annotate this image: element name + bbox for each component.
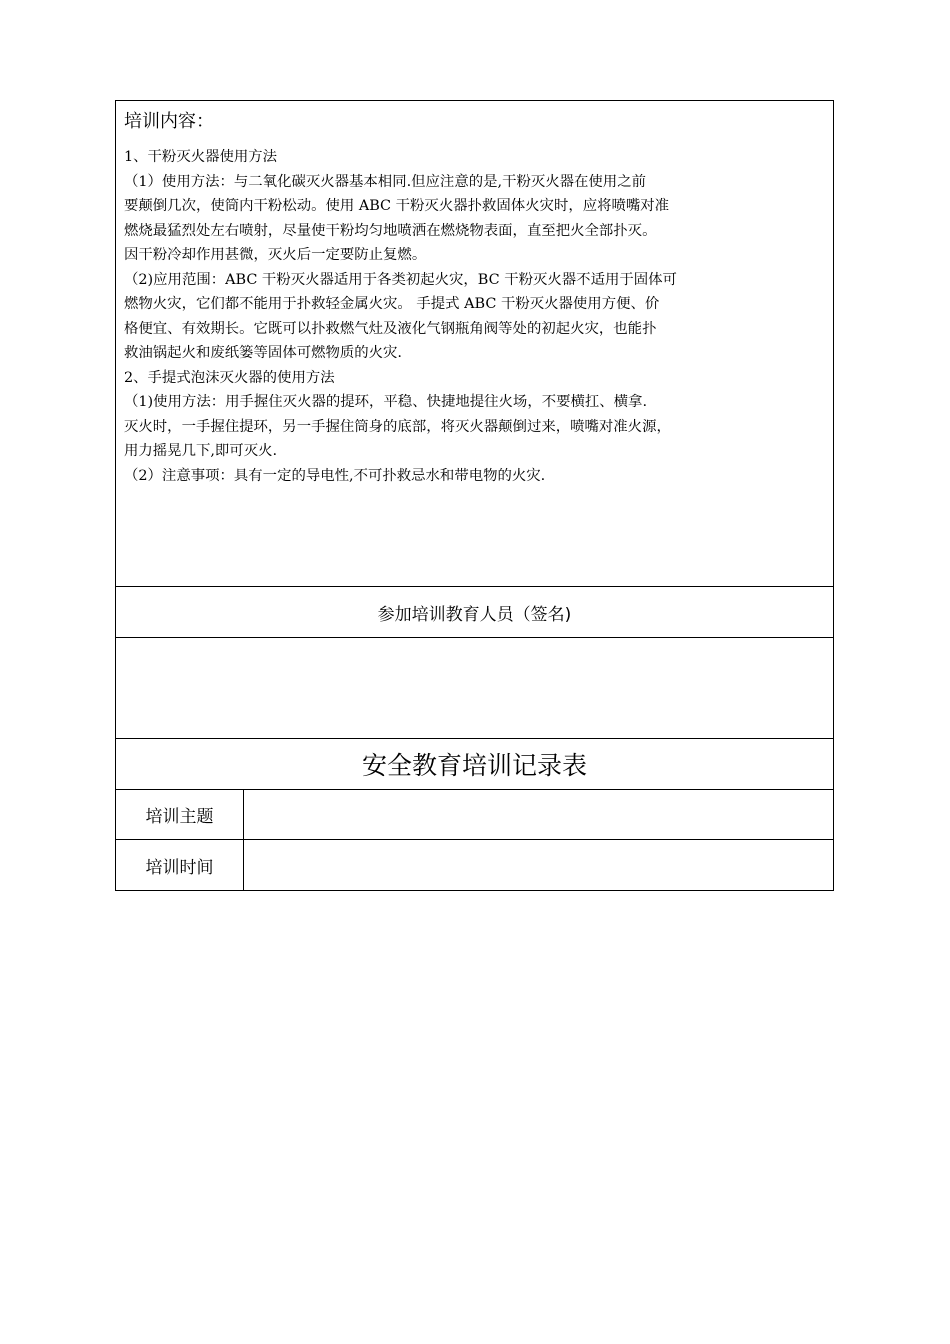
training-topic-field[interactable]: [244, 790, 833, 839]
content-line: （1)使用方法：用手握住灭火器的提环，平稳、快捷地提往火场，不要横扛、横拿.: [124, 394, 648, 410]
training-content-body: [124, 145, 825, 488]
content-line: （2)应用范围：ABC 干粉灭火器适用于各类初起火灾，BC 干粉灭火器不适用于固体可: [124, 271, 677, 288]
content-line: 用力摇晃几下,即可灭火.: [124, 443, 278, 459]
content-line: 灭火时，一手握住提环，另一手握住筒身的底部，将灭火器颠倒过来，喷嘴对准火源，: [124, 418, 671, 435]
training-record-table: [115, 100, 834, 891]
content-line: （2）注意事项：具有一定的导电性,不可扑救忌水和带电物的火灾.: [124, 467, 546, 484]
participants-header: 参加培训教育人员（签名): [116, 587, 833, 638]
training-time-row: [116, 840, 833, 890]
participants-signature-area[interactable]: [116, 638, 833, 739]
training-topic-label: 培训主题: [116, 790, 244, 839]
form-title: 安全教育培训记录表: [116, 739, 833, 790]
content-line: 燃烧最猛烈处左右喷射，尽量使干粉均匀地喷洒在燃烧物表面，直至把火全部扑灭。: [124, 222, 657, 239]
content-line: 救油锅起火和废纸篓等固体可燃物质的火灾.: [124, 345, 402, 361]
training-time-label: 培训时间: [116, 840, 244, 890]
content-line: 2、手提式泡沫灭火器的使用方法: [124, 369, 335, 386]
training-content-cell: [116, 101, 833, 587]
content-line: （1）使用方法：与二氧化碳灭火器基本相同.但应注意的是,干粉灭火器在使用之前: [124, 173, 646, 190]
content-line: 燃物火灾，它们都不能用于扑救轻金属火灾。 手提式 ABC 干粉灭火器使用方便、价: [124, 296, 660, 312]
content-line: 因干粉冷却作用甚微，灭火后一定要防止复燃。: [124, 247, 427, 263]
training-time-field[interactable]: [244, 840, 833, 890]
training-content-heading: 培训内容：: [124, 111, 214, 132]
training-topic-row: [116, 790, 833, 840]
content-line: 格便宜、有效期长。它既可以扑救燃气灶及液化气钢瓶角阀等处的初起火灾，也能扑: [124, 320, 657, 337]
content-line: 1、干粉灭火器使用方法: [124, 149, 278, 165]
content-line: 要颠倒几次，使筒内干粉松动。使用 ABC 干粉灭火器扑救固体火灾时，应将喷嘴对准: [124, 198, 670, 214]
